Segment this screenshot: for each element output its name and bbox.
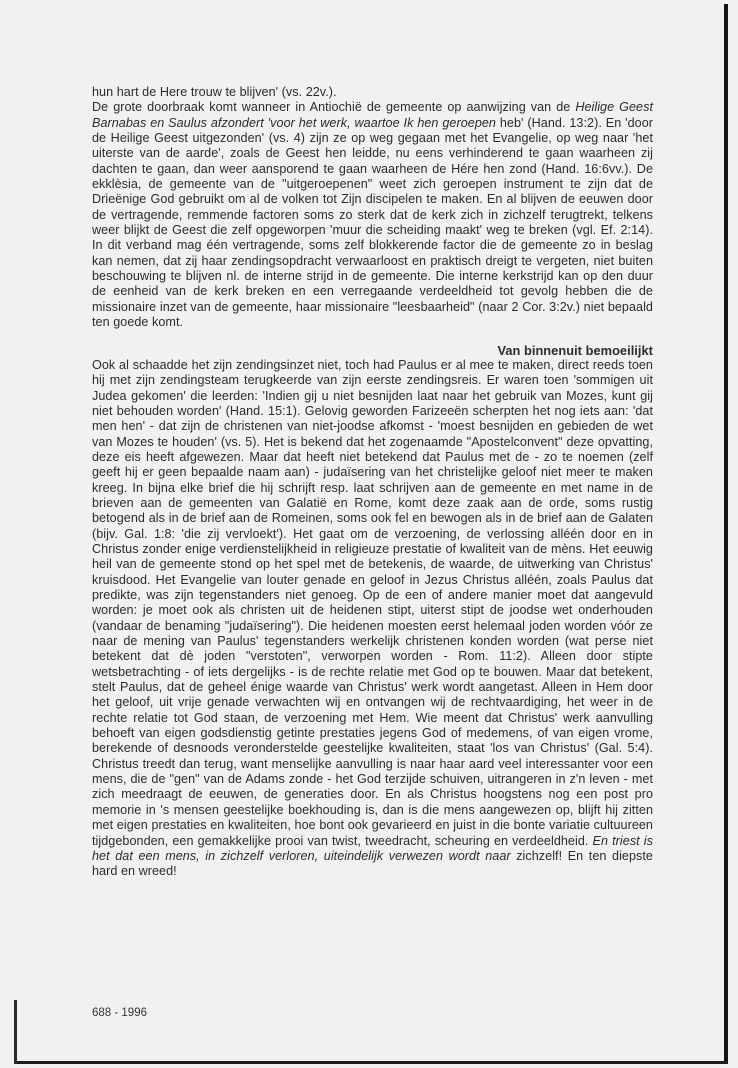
text-run: De grote doorbraak komt wanneer in Antiochië de gemeente op aanwijzing van de	[92, 100, 576, 115]
page-edge-left	[14, 1000, 17, 1064]
text-run: hun hart de Here trouw te blijven' (vs. 22v.).	[92, 85, 337, 99]
page-number-footer: 688 - 1996	[92, 1007, 147, 1019]
text-run: Ook al schaadde het zijn zendingsinzet niet, toch had Paulus er al mee te maken, direct reeds toen hij met zijn zendingsteam terugkeerde van zijn eerste zendingsreis. Er waren toen 'sommigen uit Judea gekomen' die leerden: 'Indien gij u niet besnijden laat naar het gebruik van Mozes, kunt gij niet behouden worden' (Hand. 15:1). Gelovig geworden Farizeeën scherpten het nog iets aan: 'dat men hen' - dat zijn de christenen van niet-joodse afkomst - 'moest besnijden en gebieden de wet van Mozes te houden' (vs. 5). Het is bekend dat het zogenaamde "Apostelconvent" deze opvatting, deze eis heeft afgewezen. Maar dat heeft niet betekend dat Paulus met de - zo te noemen (zelf geeft hij er geen bepaalde naam aan) - judaïsering van het christelijke geloof niet meer te maken kreeg. In bijna elke brief die hij schrijft resp. laat schrijven aan de gemeente en met name in de brieven aan de gemeenten van Galatië en Rome, komt deze zaak aan de orde, soms rustig betogend als in de brief aan de Romeinen, soms ook fel en bewogen als in de brief aan de Galaten (bijv. Gal. 1:8: 'die zij vervloekt'). Het gaat om de verzoening, de verlossing alléén door en in Christus zonder enige verdienstelijkheid in religieuze prestatie of kwaliteit van de mèns. Het eeuwig heil van de gemeente stond op het spel met de betekenis, de waarde, de uitwerking van Christus' kruisdood. Het Evangelie van louter genade en geloof in Jezus Christus alléén, zoals Paulus dat predikte, was zijn tegenstanders niet genoeg. Op de een of andere manier moet dat aangevuld worden: je moet ook als christen uit de heidenen stipt, uiterst stipt de joodse wet onderhouden (vandaar de benaming "judaïsering"). Die heidenen moesten eerst helemaal joden worden vóór ze naar de mening van Paulus' tegenstanders werkelijk christenen konden worden (wat perse niet betekent dat dè joden "verstoten", verworpen worden - Rom. 11:2). Alleen door stipte wetsbetrachting - of iets dergelijks - is de rechte relatie met God op te bouwen. Maar dat betekent, stelt Paulus, dat de geheel énige waarde van Christus' werk wordt aangetast. Alleen in Hem door het geloof, uit vrije genade verwachten wij en ontvangen wij de rechtvaardiging, het weer in de rechte relatie tot God staan, de verzoening met Hem. Wie meent dat Christus' werk aanvulling behoeft van eigen godsdienstig getinte prestaties jegens God of medemens, of van eigen vrome, berekende of desnoods veronderstelde geestelijke kwaliteiten, staat 'los van Christus' (Gal. 5:4). Christus treedt dan terug, want menselijke aanvulling is naar haar aard veel interessanter voor een mens, die de "gen" van de Adams zonde - het God terzijde schuiven, uitrangeren in z'n leven - met zich meedraagt de eeuwen, de generaties door. En als Christus hoogstens nog een post pro memorie in 's mensen geestelijke boekhouding is, dan is die mens aangewezen op, blijft hij zitten met eigen prestaties en kwaliteiten, hoe bont ook gevarieerd en juist in die bonte variatie cultuureen tijdgebonden, een gemakkelijke prooi van twist, tweedracht, scheuring en verdeeldheid.	[92, 357, 653, 848]
text-column	[92, 85, 653, 880]
text-run-italic: Heilige Geest Barnabas en Saulus afzondert 'voor het werk, waartoe Ik hen geroepen	[92, 100, 654, 130]
text-run: zichzelf! En ten diepste hard en wreed!	[92, 848, 653, 879]
section-heading: Van binnenuit bemoeilijkt	[497, 342, 653, 358]
page-edge-right	[724, 4, 728, 1064]
page-edge-bottom	[14, 1061, 728, 1064]
text-run-italic: En triest is het dat een mens, in zichzelf verloren, uiteindelijk verwezen wordt naar	[92, 833, 654, 863]
paragraph-1	[92, 85, 653, 100]
paragraph-2	[92, 100, 653, 330]
paragraph-3	[92, 358, 653, 880]
text-run: heb' (Hand. 13:2). En 'door de Heilige Geest uitgezonden' (vs. 4) zijn ze op weg gegaan met het Evangelie, op weg naar 'het uiterste van de aarde', zoals de Geest hen leidde, nu eens verhinderend te gaan waarheen zij dachten te gaan, dan weer aansporend te gaan waarheen de Hére hen zond (Hand. 16:6vv.). De ekklèsia, de gemeente van de "uitgeroepenen" weet zich geroepen instrument te zijn dat de Drieënige God gebruikt om al de volken tot Zijn discipelen te maken. En al blijven de eeuwen door de vertragende, remmende factoren soms zo sterk dat de kerk zich in zichzelf terugtrekt, telkens weer blijkt de Geest die zelf opgeworpen 'muur die scheiding maakt' weg te breken (vgl. Ef. 2:14). In dit verband mag één vertragende, soms zelf blokkerende factor die de gemeente zo in beslag kan nemen, dat zij haar zendingsopdracht verwaarloost en praktisch dreigt te vergeten, niet buiten beschouwing te blijven nl. de interne strijd in de gemeente. Die interne kerkstrijd kan op den duur de eenheid van de kerk breken en een verregaande verdeeldheid tot gevolg hebben die de missionaire inzet van de gemeente, haar missionaire "leesbaarheid" (naar 2 Cor. 3:2v.) niet bepaald ten goede komt.	[92, 115, 653, 330]
